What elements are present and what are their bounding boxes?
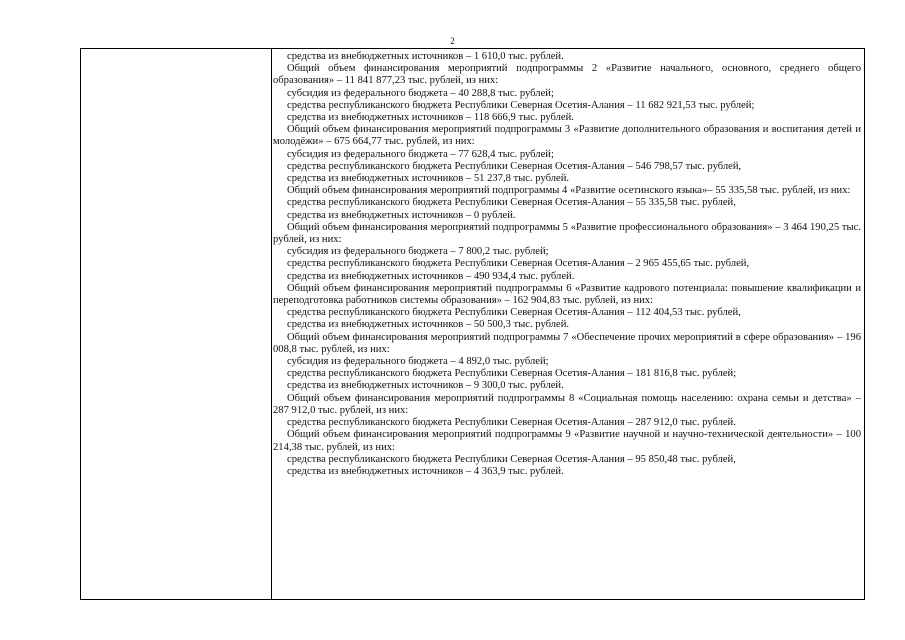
subprogram-paragraph: Общий объем финансирования мероприятий подпрограммы 7 «Обеспечение прочих мероприятий в сфере образования» – 196 008,8 тыс. рублей, из них: xyxy=(273,331,861,355)
funding-line: средства республиканского бюджета Республики Северная Осетия-Алания – 112 404,53 тыс. рублей, xyxy=(287,307,741,319)
page-number: 2 xyxy=(450,36,455,46)
funding-line: средства из внебюджетных источников – 4 363,9 тыс. рублей. xyxy=(287,465,564,477)
subprogram-paragraph: Общий объем финансирования мероприятий подпрограммы 9 «Развитие научной и научно-технической деятельности» – 100 214,38 тыс. рублей, из них: xyxy=(273,429,861,453)
funding-line: средства республиканского бюджета Республики Северная Осетия-Алания – 546 798,57 тыс. рублей, xyxy=(287,160,742,172)
funding-line: средства республиканского бюджета Республики Северная Осетия-Алания – 55 335,58 тыс. рублей, xyxy=(287,197,736,209)
funding-line: средства из внебюджетных источников – 1 610,0 тыс. рублей. xyxy=(287,51,564,62)
subprogram-paragraph: Общий объем финансирования мероприятий подпрограммы 6 «Развитие кадрового потенциала: повышение квалификации и переподготовка работников системы образования» – 162 904,83 тыс. рублей, из них: xyxy=(273,282,861,307)
subprogram-paragraph: Общий объем финансирования мероприятий подпрограммы 4 «Развитие осетинского языка»– 55 335,58 тыс. рублей, из них: xyxy=(287,185,851,197)
subprogram-paragraph: Общий объем финансирования мероприятий подпрограммы 2 «Развитие начального, основного, среднего общего образования» – 11 841 877,23 тыс. рублей, из них: xyxy=(273,63,861,87)
subprogram-paragraph: Общий объем финансирования мероприятий подпрограммы 3 «Развитие дополнительного образования и воспитания детей и молодёжи» – 675 664,77 тыс. рублей, из них: xyxy=(273,124,861,148)
funding-line: средства из внебюджетных источников – 118 666,9 тыс. рублей. xyxy=(287,112,574,124)
table-left-cell xyxy=(81,49,272,599)
funding-line: средства республиканского бюджета Республики Северная Осетия-Алания – 181 816,8 тыс. рублей; xyxy=(287,368,737,380)
funding-line: средства из внебюджетных источников – 51 237,8 тыс. рублей. xyxy=(287,173,570,185)
funding-line: средства из внебюджетных источников – 50 500,3 тыс. рублей. xyxy=(287,319,570,331)
funding-line: средства из внебюджетных источников – 0 рублей. xyxy=(287,209,516,221)
subprogram-paragraph: Общий объем финансирования мероприятий подпрограммы 5 «Развитие профессионального образования» – 3 464 190,25 тыс. рублей, из них: xyxy=(273,221,861,246)
funding-line: средства из внебюджетных источников – 490 934,4 тыс. рублей. xyxy=(287,270,575,282)
funding-line: средства республиканского бюджета Республики Северная Осетия-Алания – 95 850,48 тыс. рублей, xyxy=(287,453,736,465)
funding-line: субсидия из федерального бюджета – 7 800,2 тыс. рублей; xyxy=(287,246,549,258)
funding-line: средства из внебюджетных источников – 9 300,0 тыс. рублей. xyxy=(287,380,564,392)
table-right-cell xyxy=(273,51,861,599)
funding-line: субсидия из федерального бюджета – 40 288,8 тыс. рублей; xyxy=(287,87,554,99)
subprogram-paragraph: Общий объем финансирования мероприятий подпрограммы 8 «Социальная помощь населению: охрана семьи и детства» – 287 912,0 тыс. рублей, из них: xyxy=(273,392,861,416)
funding-line: средства республиканского бюджета Республики Северная Осетия-Алания – 11 682 921,53 тыс. рублей; xyxy=(287,99,755,111)
document-table xyxy=(80,48,865,600)
funding-line: субсидия из федерального бюджета – 77 628,4 тыс. рублей; xyxy=(287,148,554,160)
funding-line: средства республиканского бюджета Республики Северная Осетия-Алания – 287 912,0 тыс. рублей. xyxy=(287,417,736,429)
funding-line: субсидия из федерального бюджета – 4 892,0 тыс. рублей; xyxy=(287,356,549,368)
funding-line: средства республиканского бюджета Республики Северная Осетия-Алания – 2 965 455,65 тыс. рублей, xyxy=(287,258,750,270)
